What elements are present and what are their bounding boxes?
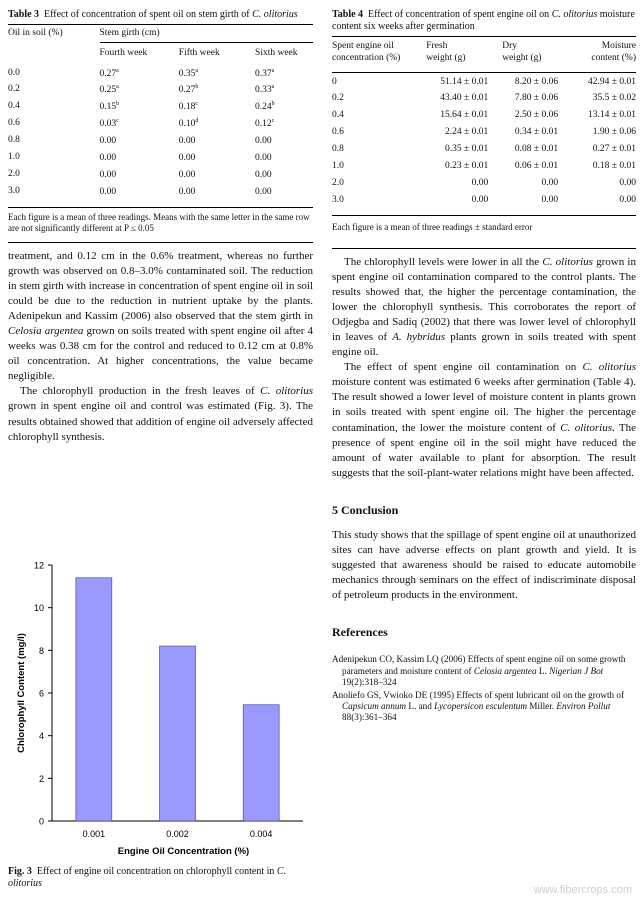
x-tick-label: 0.002 <box>166 829 189 839</box>
table3-oil-cell: 0.4 <box>8 100 20 111</box>
table4-col-header: Dry weight (g) <box>502 41 542 63</box>
right-text <box>332 248 636 724</box>
y-tick-label: 2 <box>38 773 44 784</box>
table3-oil-cell: 0.0 <box>8 67 20 78</box>
table-row <box>332 110 636 127</box>
table4-cell: 0.6 <box>332 126 344 137</box>
table3-col-header: Fourth week <box>100 43 179 63</box>
reference-item: Anoliefo GS, Vwioko DE (1995) Effects of spent lubricant oil on the growth of Capsicum annum L. and Lycopersicon esculentum Miller. Environ Pollut 88(3):361–364 <box>332 689 625 723</box>
table3-oil-cell: 0.6 <box>8 117 20 128</box>
bar <box>243 705 279 821</box>
table3-value-cell: 0.35$^a$ <box>178 67 199 79</box>
table3-value-cell: 0.00 <box>99 135 117 146</box>
table4-cell: 1.0 <box>332 160 344 171</box>
table4-cell: 0.18 ± 0.01 <box>592 160 636 171</box>
table4-cell: 1.90 ± 0.06 <box>592 126 636 137</box>
references-heading: References <box>332 625 388 640</box>
table3-value-cell: 0.00 <box>99 152 117 163</box>
y-tick-label: 10 <box>33 603 44 614</box>
table4-col-header: Fresh weight (g) <box>426 41 466 63</box>
table3-value-cell: 0.03$^c$ <box>99 117 119 129</box>
table4-cell: 0 <box>332 77 337 87</box>
table3-value-cell: 0.00 <box>178 169 196 180</box>
table3-value-cell: 0.00 <box>99 169 117 180</box>
table3-value-cell: 0.00 <box>178 152 196 163</box>
table4-cell: 0.08 ± 0.01 <box>514 143 559 154</box>
left-paragraph-1: treatment, and 0.12 cm in the 0.6% treatment, whereas no further growth was observed on 0.8–3.0% contaminated soil. The reduction in stem girth with increase in concentration of spent engine oil in soil could be due to the reduction in nutrient uptake by the plants. Adenipekun and Kassim (2006) also observed that the stem girth in Celosia argentea grown on soils treated with spent engine oil after 4 weeks was 0.38 cm for the control and reduced to 0.12 cm at 0.8% oil concentration. At higher concentrations, the value became negligible. <box>8 249 314 383</box>
conclusion-heading: 5 Conclusion <box>332 502 399 517</box>
table3-value-cell: 0.37$^a$ <box>255 67 275 79</box>
table4-cell: 0.23 ± 0.01 <box>445 160 489 171</box>
table4-cell: 43.40 ± 0.01 <box>440 92 489 103</box>
table3-oil-cell: 1.0 <box>8 151 20 162</box>
conclusion-paragraph: This study shows that the spillage of spent engine oil at unauthorized sites can have adverse effects on plant growth and yield. It is suggested that awareness should be raised to educate automobile mechanics through seminars on the effect of indiscriminate disposal of petroleum products in the environment. <box>332 528 636 602</box>
table3-value-cell: 0.24$^b$ <box>255 100 275 112</box>
table4-cell: 13.14 ± 0.01 <box>588 109 636 120</box>
table3-value-cell: 0.00 <box>99 186 117 197</box>
watermark: www.fibercrops.com <box>533 884 632 896</box>
table-row <box>8 84 313 101</box>
table-row <box>8 101 313 118</box>
table4-caption: Table 4 Effect of concentration of spent engine oil on C. olitorius moisture content six weeks after germination <box>332 9 635 32</box>
table3-oil-cell: 0.2 <box>8 83 20 94</box>
right-paragraph-2: The effect of spent engine oil contamination on C. olitorius moisture content was estimated 6 weeks after germination (Table 4). The result showed a lower level of moisture content in plants grown in soils treated with spent engine oil. The higher the percentage contamination, the lower the moisture content of C. olitorius. The presence of spent engine oil in the soil might have reduced the amount of water available to plant for absorption. The result suggests that the soil-plant-water relations might have been affected. <box>332 361 637 479</box>
left-text <box>8 242 313 445</box>
y-tick-label: 0 <box>38 816 44 827</box>
table3-value-cell: 0.27$^a$ <box>99 67 119 79</box>
table-row <box>332 127 636 144</box>
table4 <box>332 36 636 212</box>
table4-cell: 0.00 <box>471 194 489 205</box>
table4-cell: 0.00 <box>541 194 559 205</box>
table3-caption: Table 3 Effect of concentration of spent oil on stem girth of C. olitorius <box>8 9 298 20</box>
table4-cell: 7.80 ± 0.06 <box>514 92 559 103</box>
table3-oil-cell: 0.8 <box>8 134 20 145</box>
table3-value-cell: 0.15$^b$ <box>99 100 120 112</box>
table-row <box>332 93 636 110</box>
table4-col-header: Spent engine oil concentration (%) <box>332 41 401 63</box>
table-row <box>8 118 313 135</box>
table3-value-cell: 0.12$^c$ <box>255 117 275 129</box>
table-row <box>332 73 636 93</box>
table3-value-cell: 0.00 <box>255 186 272 197</box>
table4-cell: 0.2 <box>332 92 344 103</box>
table4-cell: 8.20 ± 0.06 <box>514 77 559 87</box>
table3-col-header: Fifth week <box>179 43 255 63</box>
table-row <box>332 195 636 212</box>
table-row <box>332 144 636 161</box>
table4-note: Each figure is a mean of three readings ± standard error <box>332 221 533 232</box>
bar <box>160 646 196 821</box>
reference-item: Adenipekun CO, Kassim LQ (2006) Effects of spent engine oil on some growth parameters and moisture content of Celosia argentea L. Nigerian J Bot 19(2):318–324 <box>332 654 626 687</box>
table-row <box>332 161 636 178</box>
table4-cell: 0.00 <box>541 177 559 188</box>
table3-value-cell: 0.00 <box>255 169 272 180</box>
right-column <box>332 0 636 724</box>
x-tick-label: 0.001 <box>82 829 106 839</box>
table4-cell: 2.50 ± 0.06 <box>514 109 559 120</box>
table4-cell: 0.4 <box>332 109 344 120</box>
y-tick-label: 4 <box>38 731 44 742</box>
table-row <box>332 178 636 195</box>
table-row <box>8 63 313 84</box>
table3-value-cell: 0.00 <box>255 152 272 163</box>
table4-cell: 0.34 ± 0.01 <box>514 126 559 137</box>
table4-cell: 51.14 ± 0.01 <box>440 77 489 87</box>
table3-oil-cell: 3.0 <box>8 185 20 196</box>
table3 <box>8 24 313 203</box>
table-row <box>8 135 313 152</box>
table-row <box>8 186 313 203</box>
table3-value-cell: 0.18$^c$ <box>178 100 199 112</box>
left-column <box>8 0 314 889</box>
table3-value-cell: 0.00 <box>255 135 272 146</box>
table4-col-header: Moisture content (%) <box>591 41 636 63</box>
table3-value-cell: 0.27$^b$ <box>178 83 199 95</box>
table4-cell: 0.06 ± 0.01 <box>514 160 559 171</box>
table4-cell: 0.00 <box>619 177 636 188</box>
table4-cell: 35.5 ± 0.02 <box>592 92 636 103</box>
table3-col-header: Sixth week <box>255 43 313 63</box>
table4-cell: 3.0 <box>332 194 344 205</box>
y-tick-label: 8 <box>38 645 44 656</box>
table3-oil-cell: 2.0 <box>8 168 20 179</box>
table4-cell: 0.35 ± 0.01 <box>445 143 489 154</box>
x-axis-label: Engine Oil Concentration (%) <box>117 846 250 857</box>
table4-cell: 0.27 ± 0.01 <box>592 143 636 154</box>
table4-cell: 0.8 <box>332 143 344 154</box>
table4-cell: 2.24 ± 0.01 <box>445 126 489 137</box>
bar <box>76 578 112 821</box>
right-paragraph-1: The chlorophyll levels were lower in all the C. olitorius grown in spent engine oil contamination compared to the control plants. The results showed that, the higher the percentage contamination, the lower the chlorophyll synthesis. This corroborates the report of Odjegba and Sadiq (2002) that there was lower level of chlorophyll in leaves of A. hybridus plants grown in soils treated with spent engine oil. <box>332 255 636 359</box>
table3-value-cell: 0.25$^a$ <box>99 83 119 95</box>
table4-cell: 0.00 <box>471 177 489 188</box>
table-row <box>8 169 313 186</box>
table3-value-cell: 0.33$^a$ <box>255 83 275 95</box>
left-paragraph-2: The chlorophyll production in the fresh leaves of C. olitorius grown in spent engine oil and control was estimated (Fig. 3). The results obtained showed that addition of engine oil adversely affected chlorophyll synthesis. <box>8 385 313 443</box>
table3-group-header: Stem girth (cm) <box>99 28 160 38</box>
table4-cell: 2.0 <box>332 177 344 188</box>
table3-value-cell: 0.00 <box>178 135 196 146</box>
table3-value-cell: 0.10$^d$ <box>178 117 199 129</box>
table3-note: Each figure is a mean of three readings. Means with the same letter in the same row are not significantly different at P ≤ 0.05 <box>8 211 310 233</box>
y-tick-label: 6 <box>38 688 44 699</box>
y-axis-label: Chlorophyll Content (mg/l) <box>16 633 27 753</box>
figure3-caption: Fig. 3 Effect of engine oil concentration on chlorophyll content in C. olitorius <box>8 866 287 889</box>
table4-cell: 15.64 ± 0.01 <box>440 109 489 120</box>
table3-value-cell: 0.00 <box>178 186 196 197</box>
figure3-chart <box>8 545 313 863</box>
table4-cell: 0.00 <box>619 194 636 205</box>
y-tick-label: 12 <box>33 560 44 571</box>
x-tick-label: 0.004 <box>249 829 273 839</box>
table-row <box>8 152 313 169</box>
table3-col0-header: Oil in soil (%) <box>8 28 63 38</box>
table4-cell: 42.94 ± 0.01 <box>588 77 636 87</box>
